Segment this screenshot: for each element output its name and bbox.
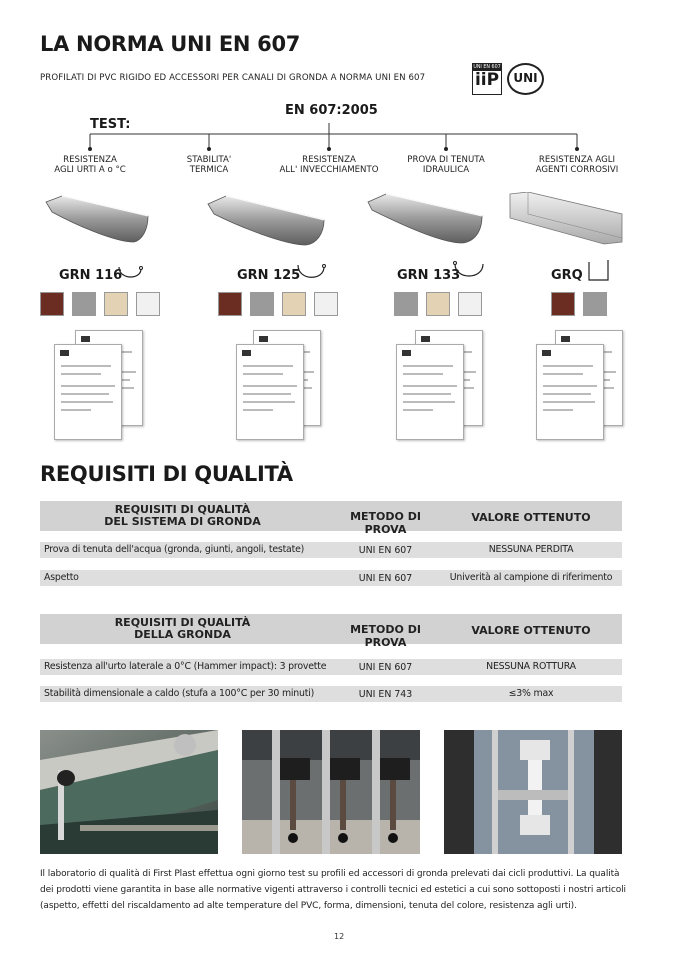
test-line-2: TERMICA bbox=[189, 165, 229, 175]
color-swatch bbox=[394, 292, 418, 316]
color-swatch bbox=[40, 292, 64, 316]
color-swatch bbox=[72, 292, 96, 316]
color-swatch bbox=[218, 292, 242, 316]
profile-grn116-icon bbox=[116, 264, 144, 282]
test-label: TEST: bbox=[90, 117, 131, 132]
test-line-2: IDRAULICA bbox=[422, 165, 470, 175]
row-value: ≤3% max bbox=[508, 688, 554, 699]
product-name-grn133: GRN 133 bbox=[397, 268, 461, 283]
product-name-grn125: GRN 125 bbox=[237, 268, 301, 283]
certificate-document bbox=[536, 344, 604, 440]
test-hydraulic-seal bbox=[391, 155, 501, 175]
gutter-image-grq bbox=[508, 192, 624, 247]
row-method: UNI EN 607 bbox=[358, 573, 413, 584]
table2-header-value: VALORE OTTENUTO bbox=[471, 624, 591, 637]
iip-logo-mark: iiP bbox=[474, 70, 500, 90]
certificate-document bbox=[54, 344, 122, 440]
test-line-2: AGENTI CORROSIVI bbox=[535, 165, 619, 175]
gutter-image-grn116 bbox=[44, 192, 150, 247]
iip-logo-caption: UNI EN 607 bbox=[473, 65, 501, 70]
product-name-grn116: GRN 116 bbox=[59, 268, 123, 283]
lab-photo-2 bbox=[242, 730, 420, 854]
row-value: NESSUNA PERDITA bbox=[488, 544, 574, 555]
test-line-2: ALL' INVECCHIAMENTO bbox=[279, 165, 379, 175]
color-swatch bbox=[314, 292, 338, 316]
test-line-1: STABILITA' bbox=[186, 155, 232, 165]
row-requirement: Resistenza all'urto laterale a 0°C (Hammer impact): 3 provette bbox=[44, 661, 327, 672]
table-row bbox=[40, 659, 622, 675]
color-swatch bbox=[458, 292, 482, 316]
test-tree-diagram bbox=[0, 120, 678, 160]
profile-grn133-icon bbox=[452, 260, 486, 282]
lab-photo-1 bbox=[40, 730, 218, 854]
table-row bbox=[40, 686, 622, 702]
header-line-1: REQUISITI DI QUALITÀ bbox=[114, 616, 251, 629]
row-value: NESSUNA ROTTURA bbox=[486, 661, 576, 672]
color-swatch bbox=[282, 292, 306, 316]
row-method: UNI EN 743 bbox=[358, 689, 413, 700]
table2-header-requirement bbox=[40, 617, 325, 641]
page-number: 12 bbox=[334, 932, 345, 941]
row-requirement: Stabilità dimensionale a caldo (stufa a 100°C per 30 minuti) bbox=[44, 688, 315, 699]
test-corrosion-resistance bbox=[522, 155, 632, 175]
table2-header-method: METODO DI PROVA bbox=[350, 623, 421, 649]
test-line-1: RESISTENZA bbox=[302, 155, 356, 165]
test-impact-resistance bbox=[40, 155, 140, 175]
header-line-2: DELLA GRONDA bbox=[134, 628, 231, 641]
color-swatch bbox=[250, 292, 274, 316]
page-title: LA NORMA UNI EN 607 bbox=[40, 32, 301, 56]
table-row bbox=[40, 570, 622, 586]
row-method: UNI EN 607 bbox=[358, 545, 413, 556]
profile-grq-icon bbox=[586, 258, 612, 284]
uni-logo: UNI bbox=[507, 63, 544, 95]
test-line-1: PROVA DI TENUTA bbox=[407, 155, 485, 165]
color-swatch bbox=[583, 292, 607, 316]
product-name-grq: GRQ bbox=[551, 268, 583, 283]
table1-header-requirement bbox=[40, 504, 325, 528]
table1-header-value: VALORE OTTENUTO bbox=[471, 511, 591, 524]
header-line-1: REQUISITI DI QUALITÀ bbox=[114, 503, 251, 516]
lab-photo-3 bbox=[444, 730, 622, 854]
lab-description-paragraph: Il laboratorio di qualità di First Plast effettua ogni giorno test su profili ed accessori di gronda prelevati dai cicli produttivi. La qualità dei prodotti viene garantita in base alle normative vigenti attraverso i controlli tecnici ed estetici a cui sono sottoposti i nostri articoli (aspetto, effetti del riscaldamento ad alte temperature del PVC, forma, dimensioni, tenuta del colore, resistenza agli urti). bbox=[40, 869, 626, 911]
table1-header bbox=[40, 501, 622, 536]
test-line-1: RESISTENZA AGLI bbox=[538, 155, 616, 165]
header-line-2: DEL SISTEMA DI GRONDA bbox=[104, 515, 261, 528]
color-swatch bbox=[426, 292, 450, 316]
table2-header bbox=[40, 614, 622, 649]
test-aging-resistance bbox=[269, 155, 389, 175]
color-swatch bbox=[104, 292, 128, 316]
gutter-image-grn125 bbox=[206, 192, 326, 247]
test-line-2: AGLI URTI A o °C bbox=[54, 165, 126, 175]
test-thermal-stability bbox=[159, 155, 259, 175]
page-subtitle: PROFILATI DI PVC RIGIDO ED ACCESSORI PER CANALI DI GRONDA A NORMA UNI EN 607 bbox=[40, 73, 426, 83]
color-swatch bbox=[551, 292, 575, 316]
row-requirement: Aspetto bbox=[44, 572, 79, 583]
certificate-document bbox=[396, 344, 464, 440]
standard-label: EN 607:2005 bbox=[285, 103, 378, 118]
table-row bbox=[40, 542, 622, 558]
profile-grn125-icon bbox=[295, 262, 327, 282]
color-swatch bbox=[136, 292, 160, 316]
section-title-quality: REQUISITI DI QUALITÀ bbox=[40, 462, 293, 486]
test-line-1: RESISTENZA bbox=[63, 155, 117, 165]
row-requirement: Prova di tenuta dell'acqua (gronda, giunti, angoli, testate) bbox=[44, 544, 305, 555]
certificate-document bbox=[236, 344, 304, 440]
gutter-image-grn133 bbox=[366, 192, 484, 247]
table1-header-method: METODO DI PROVA bbox=[350, 510, 421, 536]
row-value: Univerità al campione di riferimento bbox=[449, 572, 613, 583]
row-method: UNI EN 607 bbox=[358, 662, 413, 673]
iip-certification-logo bbox=[472, 63, 502, 95]
